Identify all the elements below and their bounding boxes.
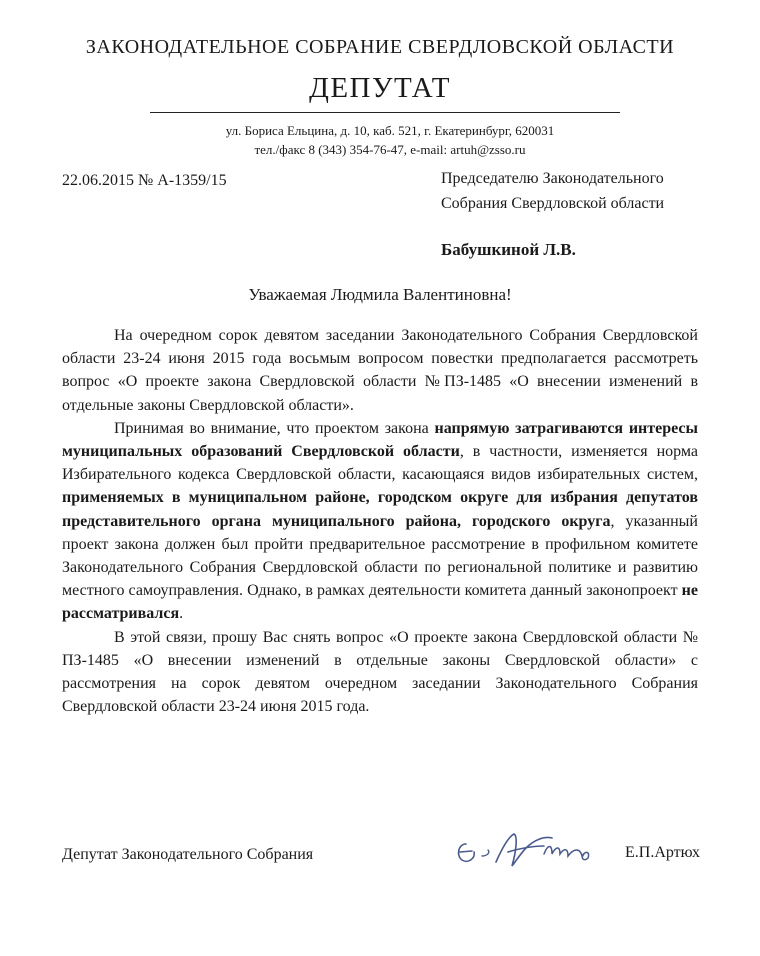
organization-name: ЗАКОНОДАТЕЛЬНОЕ СОБРАНИЕ СВЕРДЛОВСКОЙ ОБЛАСТИ xyxy=(85,36,675,58)
paragraph-3: В этой связи, прошу Вас снять вопрос «О проекте закона Свердловской области № ПЗ-1485 «О внесении изменений в отдельные законы Свердловской области» с рассмотрения на сорок девятом очередном заседании Законодательного Собрания Свердловской области 23-24 июня 2015 года. xyxy=(62,628,698,716)
signatory-role: Депутат Законодательного Собрания xyxy=(62,846,314,863)
addressee-block xyxy=(441,166,731,216)
addressee-line-2: Собрания Свердловской области xyxy=(441,195,665,212)
paragraph-2-bold-2: применяемых в муниципальном районе, городском округе для избрания депутатов представительного органа муниципального района, городского округа xyxy=(62,489,698,530)
letterhead-contacts xyxy=(160,121,620,159)
address-line: ул. Бориса Ельцина, д. 10, каб. 521, г. Екатеринбург, 620031 xyxy=(225,123,555,138)
addressee-name: Бабушкиной Л.В. xyxy=(441,240,576,259)
signatory-name: Е.П.Артюх xyxy=(625,844,700,861)
addressee-line-1: Председателю Законодательного xyxy=(441,170,664,187)
letterhead-title: ДЕПУТАТ xyxy=(309,72,451,104)
salutation: Уважаемая Людмила Валентиновна! xyxy=(248,285,512,304)
paragraph-2-text-4: . xyxy=(179,605,184,623)
letterhead-divider xyxy=(150,112,620,113)
paragraph-1: На очередном сорок девятом заседании Законодательного Собрания Свердловской области 23-24 июня 2015 года восьмым вопросом повестки предполагается рассмотреть вопрос «О проекте закона Свердловской области №ПЗ-1485 «О внесении изменений в отдельные законы Свердловской области». xyxy=(62,327,698,414)
paragraph-2-text-3: , указанный проект закона должен был пройти предварительное рассмотрение в профильном комитете Законодательного Собрания Свердловской области по региональной политике и развитию местного самоуправления. Однако, в рамках деятельности комитета данный законопроект xyxy=(62,512,698,600)
paragraph-2 xyxy=(62,417,698,626)
paragraph-2-bold-1: напрямую затрагиваются интересы муниципальных образований Свердловской области xyxy=(62,419,699,461)
letter-body xyxy=(62,324,698,718)
paragraph-2-text-2: , в частности, изменяется норма Избирательного кодекса Свердловской области, касающаяся видов избирательных систем, xyxy=(62,443,699,484)
phone-email-line: тел./факс 8 (343) 354-76-47, e-mail: artuh@zsso.ru xyxy=(254,142,526,157)
handwritten-signature xyxy=(448,822,618,882)
letter-reference: 22.06.2015 № А-1359/15 xyxy=(62,172,227,189)
paragraph-2-bold-3: не рассматривался xyxy=(62,582,698,623)
paragraph-2-text-1: Принимая во внимание, что проектом закона xyxy=(114,419,435,437)
